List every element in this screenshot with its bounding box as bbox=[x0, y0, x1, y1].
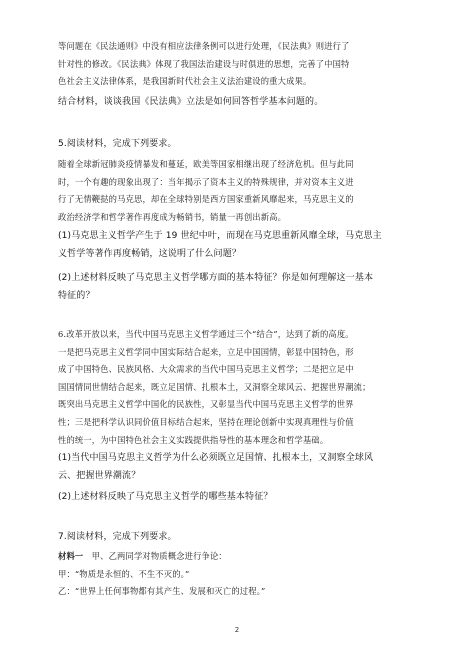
text-line: 特征的？ bbox=[58, 290, 95, 301]
question-5-heading bbox=[58, 136, 416, 154]
text-line: (2)上述材料反映了马克思主义哲学的哪些基本特征？ bbox=[58, 492, 273, 502]
text-line: 针对性的修改。《民法典》体现了我国法治建设与时俱进的思想，完善了中国特 bbox=[58, 58, 350, 69]
material-paragraph-civil-code bbox=[58, 38, 416, 91]
text-line: 一是把马克思主义哲学同中国实际结合起来，立足中国国情，彰显中国特色，形 bbox=[58, 346, 354, 357]
question-6-sub-1 bbox=[58, 450, 416, 485]
text-line: 国国情同世情结合起来，既立足国情、扎根本土，又洞察全球风云、把握世界潮流； bbox=[58, 381, 371, 392]
text-line: 时，一个有趣的现象出现了：当年揭示了资本主义的特殊规律，并对资本主义进 bbox=[58, 176, 354, 187]
question-6-sub-2 bbox=[58, 489, 416, 507]
text-line: 乙：“世界上任何事物都有其产生、发展和灭亡的过程。” bbox=[58, 586, 266, 597]
question-5-sub-2 bbox=[58, 270, 416, 305]
question-7-heading bbox=[58, 529, 416, 547]
text-line: 行了无情鞭挞的马克思，却在全球特别是西方国家重新风靡起来，马克思主义的 bbox=[58, 194, 354, 205]
page-number: 2 bbox=[234, 626, 240, 634]
question-5-material bbox=[58, 156, 416, 226]
text-line: (1)马克思主义哲学产生于 19 世纪中叶，而现在马克思重新风靡全球，马克思主 bbox=[58, 231, 382, 241]
material-label: 材料一 bbox=[58, 551, 84, 561]
question-5-sub-1 bbox=[58, 228, 416, 263]
text-line: 成了中国特色、民族风格、大众需求的当代中国马克思主义哲学；二是把立足中 bbox=[58, 364, 354, 375]
text-line: 甲：“物质是永恒的、不生不灭的。” bbox=[58, 568, 190, 579]
text-line: 等问题在《民法通则》中没有相应法律条例可以进行处理，《民法典》则进行了 bbox=[58, 41, 350, 51]
material-intro: 甲、乙两同学对物质概念进行争论： bbox=[91, 551, 227, 561]
text-line bbox=[58, 548, 416, 566]
text-line: (1)当代中国马克思主义哲学为什么必须既立足国情、扎根本土，又洞察全球风 bbox=[58, 453, 374, 463]
question-7-material bbox=[58, 548, 416, 601]
text-line: 义哲学等著作再度畅销，这说明了什么问题？ bbox=[58, 248, 242, 259]
text-line: 7.阅读材料，完成下列要求。 bbox=[58, 532, 177, 542]
text-line: 云、把握世界潮流？ bbox=[58, 470, 141, 481]
question-6-material bbox=[58, 326, 416, 449]
text-line: 性；三是把科学认识同价值目标结合起来，坚持在理论创新中实现真理性与价值 bbox=[58, 416, 354, 427]
question-4-prompt bbox=[58, 94, 416, 112]
text-line: 5.阅读材料，完成下列要求。 bbox=[58, 139, 177, 149]
text-line: 随着全球新冠肺炎疫情暴发和蔓延，欧美等国家相继出现了经济危机。但与此同 bbox=[58, 159, 354, 169]
text-line: 6.改革开放以来，当代中国马克思主义哲学通过三个“结合”，达到了新的高度。 bbox=[58, 329, 354, 339]
text-line: 性的统一，为中国特色社会主义实践提供指导性的基本理念和哲学基础。 bbox=[58, 434, 329, 445]
text-line: (2)上述材料反映了马克思主义哲学哪方面的基本特征？你是如何理解这一基本 bbox=[58, 273, 374, 283]
text-line: 政治经济学和哲学著作再度成为畅销书，销量一再创出新高。 bbox=[58, 211, 287, 222]
text-line: 既突出马克思主义哲学中国化的民族性，又彰显当代中国马克思主义哲学的世界 bbox=[58, 399, 354, 410]
text-line: 结合材料，谈谈我国《民法典》立法是如何回答哲学基本问题的。 bbox=[58, 97, 324, 107]
text-line: 色社会主义法律体系，是我国新时代社会主义法治建设的重大成果。 bbox=[58, 76, 312, 87]
